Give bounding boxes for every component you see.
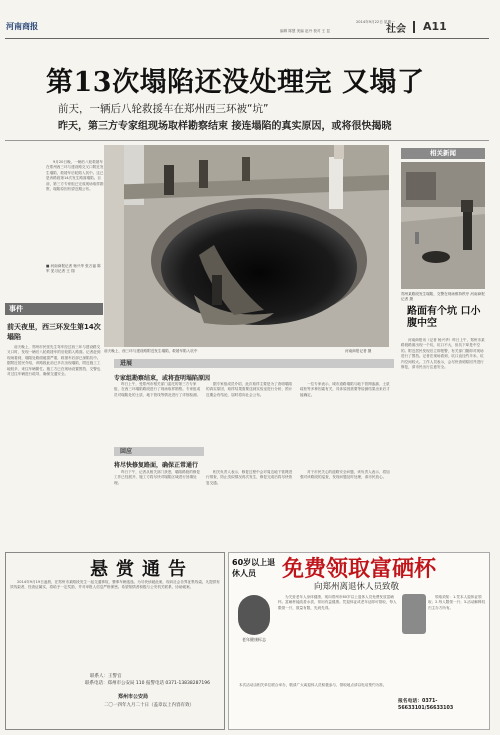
ad-notes: 领取须知：1.凭本人退休证领取；2.每人限领一只；3.活动解释权归主办方所有。 [428,595,486,610]
related-body: 河南商报讯（记者 杨兴华）昨日上午，郑州市某路段路面出现一个坑，坑口不大，但坑下却是中空的。附近居民发现后立即报警，有关部门随即对现场进行了围挡。记者在现场看到，坑口直径约半米，坑内空间较大。工作人员表示，会尽快查明原因并进行修复，请市民出行注意安全。 [401,338,485,370]
related-news-label: 相关新闻 [401,148,485,159]
page-number: A11 [423,20,447,33]
progress-col-1: 昨日上午，受郑州市相关部门委托的第三方专家组，在西三环塌陷路段进行了现场取样勘察。专家组成员对塌陷处的土质、地下管线等情况进行了详细检测。 [114,382,201,397]
sinkhole-photo [104,145,389,347]
subheadline-1: 前天，一辆后八轮救援车在郑州西三环被“坑” [58,103,269,115]
issue-date: 2014年9月22日 星期一 [356,20,395,24]
related-photo-caption: 郑州某路段发生塌陷，交警在现场维持秩序 河南商报记者 摄 [401,292,485,301]
notice-organization: 郑州市公安局 [118,694,149,700]
ad-subheadline: 向郑州离退休人员致敬 [314,582,400,592]
progress-label: 进展 [120,360,133,367]
main-headline: 第13次塌陷还没处理完 又塌了 [46,67,425,98]
notice-date: 二〇一四年九月二十日（盖章以上内容有效） [104,703,194,708]
progress-col-3: 一位专家表示，城市道路塌陷与地下管网渗漏、土质疏松等多种因素有关，具体原因需要等检测结果出来后才能确定。 [300,382,390,397]
related-photo [401,162,485,289]
headline-rule [5,140,489,141]
response-headline: 将尽快修复路面，确保正常通行 [114,462,199,469]
event-headline: 前天夜里，西三环发生第14次塌陷 [7,323,101,341]
cup-icon [402,594,426,634]
notice-contact-person: 联系人：王警官 [90,674,122,679]
section-name: 社会 [386,24,406,35]
ad-headline: 免费领取富硒杯 [282,556,437,582]
progress-col-2: 据专家组成员介绍，此次取样主要是为了查明塌陷的真实原因，取样结果需要送到实验室进行分析，预计近期会有结论，届时将向社会公布。 [206,382,293,397]
event-body: 前天晚上，郑州市民张先生驾车经过西三环与建设路交叉口时，发现一辆后八轮救援车的后轮陷入路面。记者赶到现场看到，塌陷处路面破损严重，救援车后部已深陷坑中。据附近居民介绍，该路段此前已多次出现塌陷，附近施工工地较多，来往车辆繁忙。施工方已在现场设置围挡，交警也对过往车辆进行疏导，确保交通安全。 [7,345,101,377]
ad-footer-text: 本次活动由相关单位联合举办，敬请广大离退休人员积极参与，领取地点请以电话预约为准。 [239,683,387,687]
byline: ■ 河南商报记者 杨兴华 张万福 陈军 见习记者 王 翔 [46,264,101,273]
related-headline: 路面有个坑 口小腹中空 [407,306,481,329]
ad-body: 为关爱老年人身体健康，现向郑州市60岁以上退休人员免费发放富硒杯。富硒杯能改善水质，常用有益健康。凭退休证或老年证即可领取，每人限领一只，数量有限，先到先得。 [278,595,397,610]
event-label: 事件 [5,303,103,315]
response-col-2: 相关负责人表示，修复过程中会对周边地下管网进行排查，防止类似情况再次发生，修复完成后将尽快恢复交通。 [206,470,293,485]
ad-eyebrow: 60岁以上退休人员 [232,558,276,578]
paper-name: 河南商报 [6,21,38,31]
lead-paragraph: 9月20日晚，一辆后八轮救援车在郑州西三环与建设路交叉口附近发生塌陷，救援车后轮陷入其中。这已是该路段第14次发生路面塌陷。目前，第三方专家组已完成现场取样勘察，塌陷原因有望近期公布。 [46,160,104,192]
response-col-1: 昨日下午，记者从相关部门获悉，塌陷路段的修复工作已经展开，施工方将尽快对塌陷区域进行回填处理。 [114,470,201,485]
subheadline-2: 昨天，第三方专家组现场取样勘察结束 接连塌陷的真实原因，或将很快揭晓 [58,121,392,132]
notice-title: 悬赏通告 [90,559,194,580]
header-rule [5,38,489,39]
section-divider [413,21,415,33]
ad-badge-caption: 老年健康标志 [242,637,266,642]
progress-headline: 专家组勘察结束，或将查明塌陷原因 [114,375,211,382]
progress-label-bar [114,359,394,368]
ad-phone: 报名电话：0371-56633101/56633103 [398,699,454,711]
photo-caption: 前天晚上，西三环与建设路附近发生塌陷，救援车陷入坑中 [104,349,198,353]
notice-contact-phone: 联系电话：郑州市公安局 110 报警电话 0371-13838287196 [85,681,210,686]
seal-icon [238,595,270,635]
response-label: 回应 [120,448,133,455]
photo-credit: 河南商报记者 摄 [345,349,372,353]
editor-credits: 编辑 陈慧 美编 赵丹 校对 王 昆 [280,29,330,33]
notice-body: 2014年9月19日凌晨，在郑州市某路段发生一起交通事故，肇事车辆逃逸。为尽快侦破此案，现向社会各界征集线索。凡提供有效线索者，经查证属实，将给予一定奖励，并对举报人信息严格保密。希望知情者积极与公安机关联系，协助破案。 [10,580,220,590]
response-col-3: 对于市民关心的道路安全问题，该负责人表示，将加强对该路段的巡查，发现问题及时处理，请市民放心。 [300,470,390,480]
